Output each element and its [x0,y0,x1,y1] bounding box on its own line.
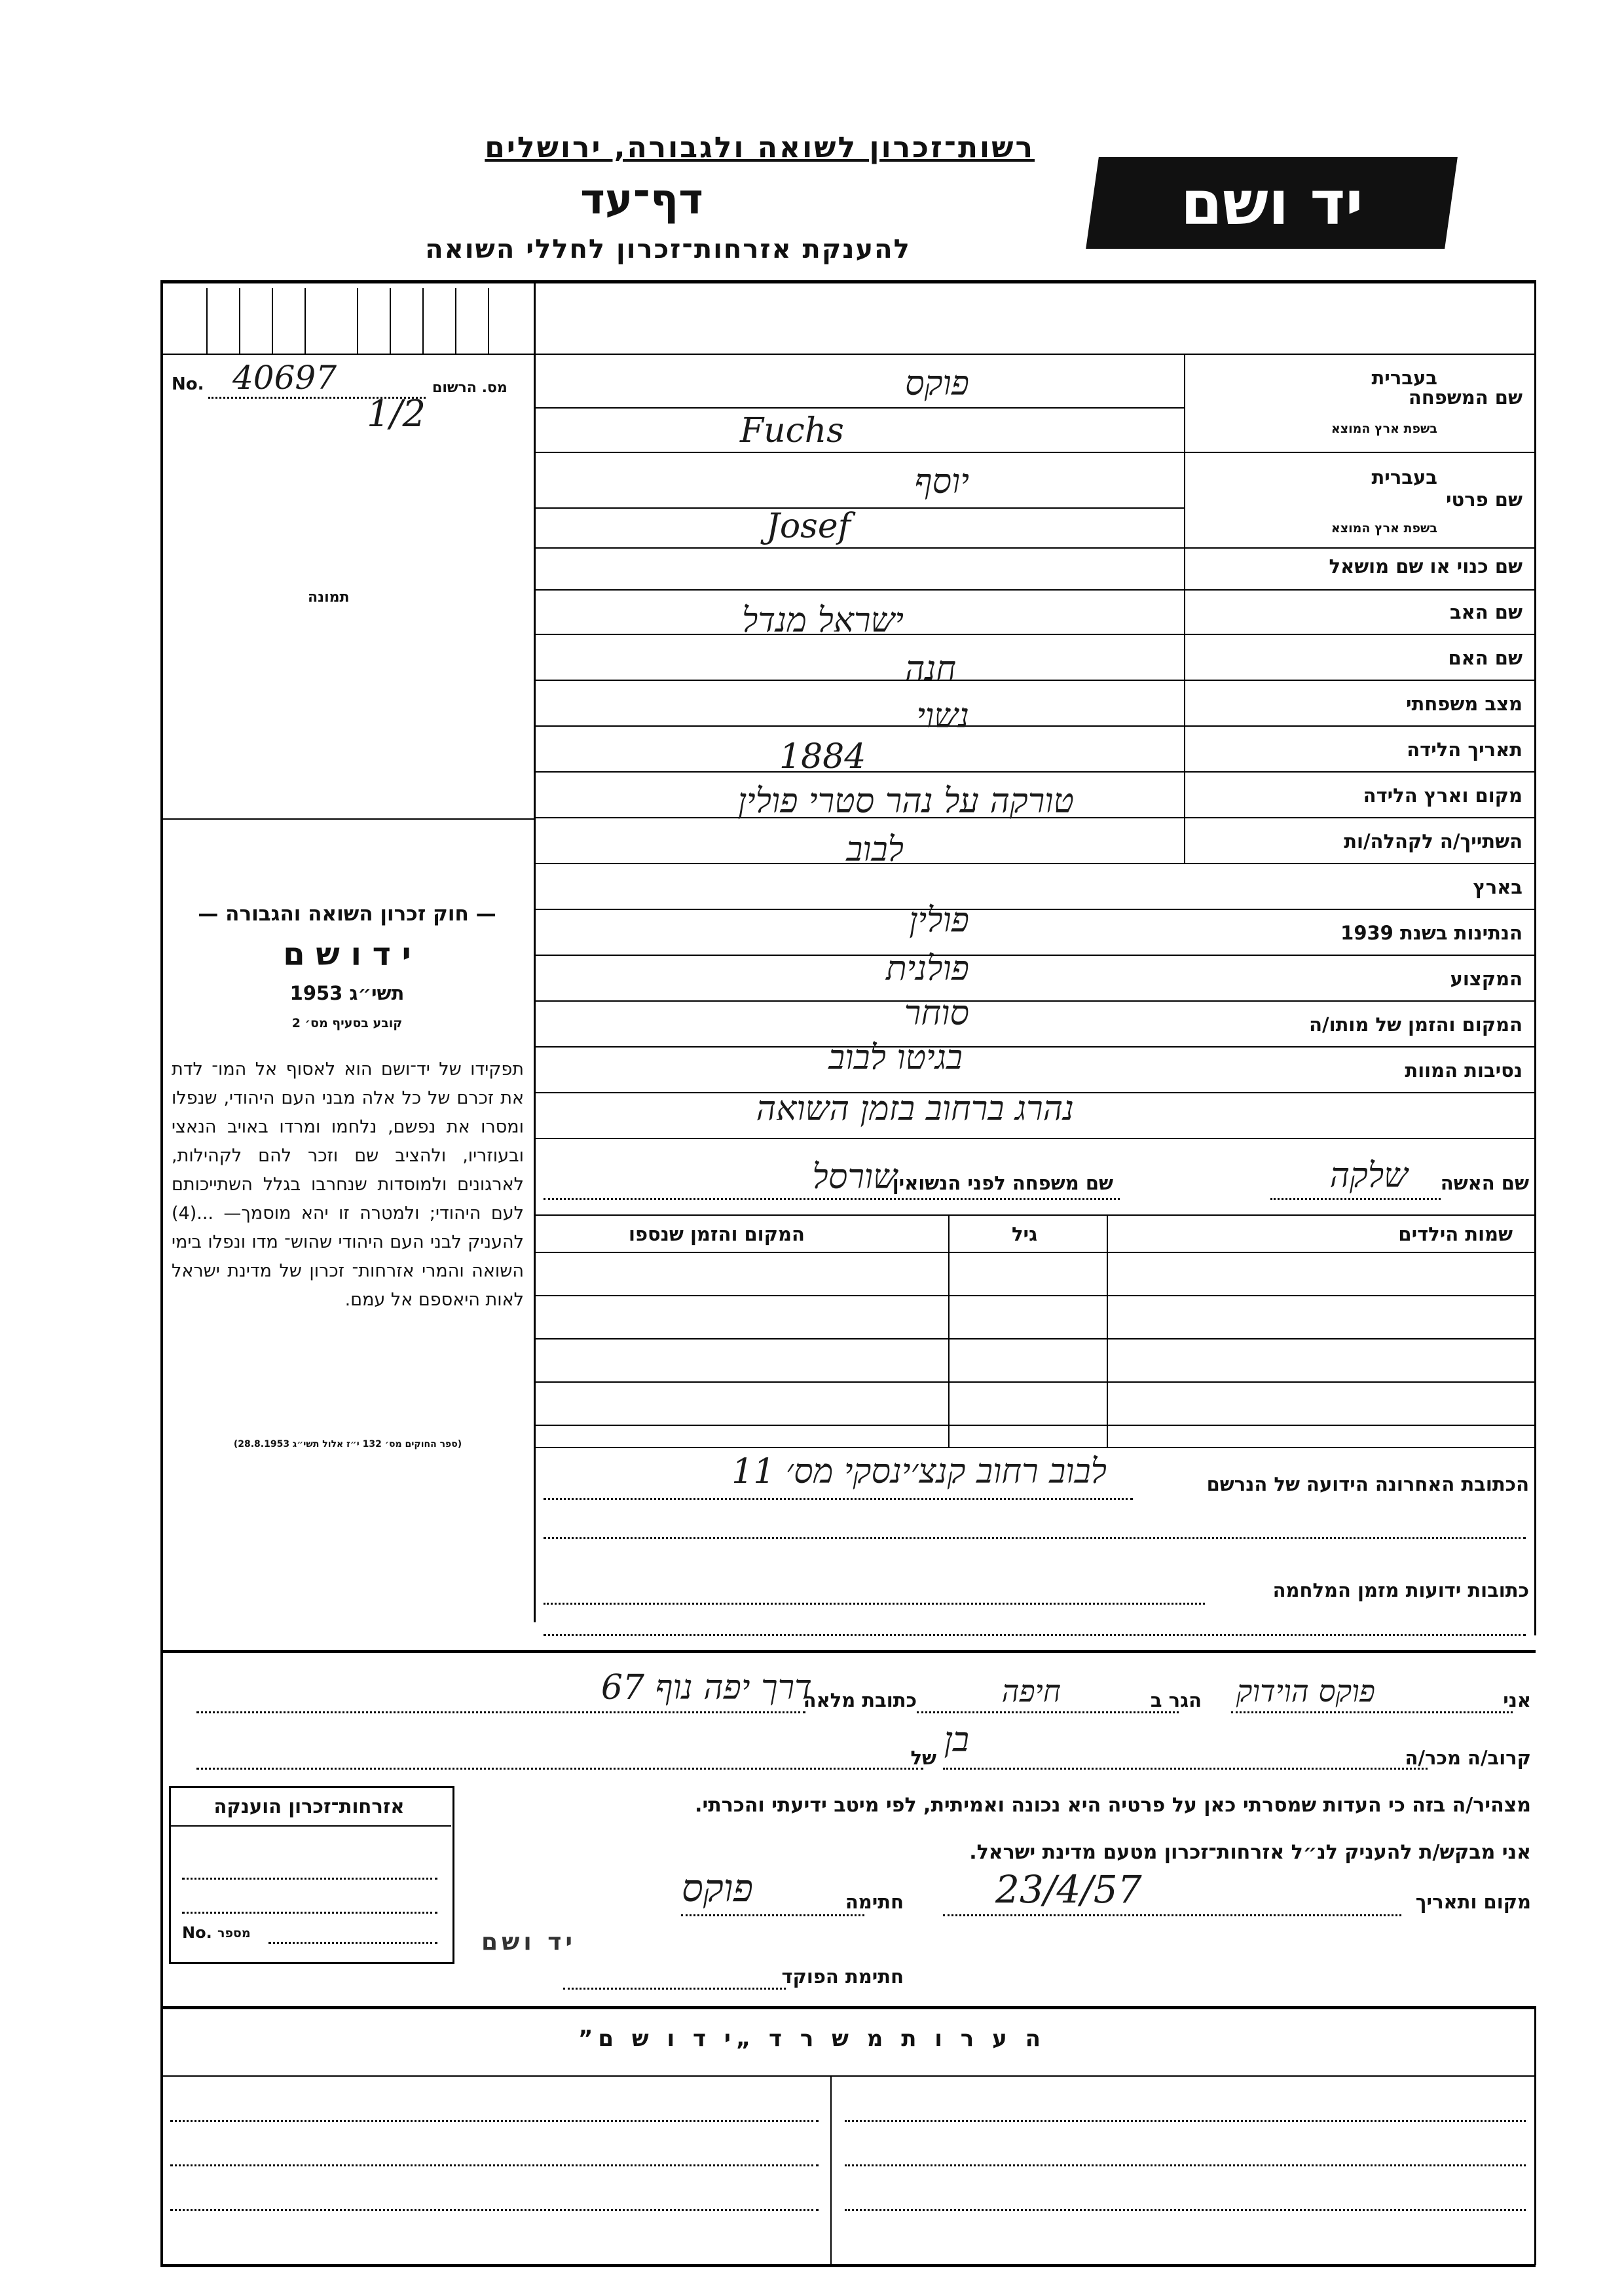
law-title: — חוק זכרון השואה והגבורה — [198,902,496,926]
wife-dots [1270,1198,1441,1200]
label-column-divider [1184,354,1185,864]
value-family-name-he: פוקס [905,364,969,403]
photo-label: תמונה [308,589,350,606]
no-label: No. [172,374,204,394]
address-extra-line [544,1537,1526,1539]
notes-divider [830,2075,832,2265]
value-city: חיפה [1001,1673,1061,1709]
row-line [534,589,1534,591]
tick-line [239,288,240,354]
value-family-name-origin: Fuchs [740,411,844,450]
label-mother: שם האם [1448,647,1522,669]
label-marital-status: מצב משפחתי [1405,693,1522,715]
wartime-dots [544,1603,1205,1605]
value-witness-name: פוקס הוידוק [1236,1673,1375,1709]
label-death-circumstances: נסיבות המוות [1405,1059,1522,1082]
child-row [534,1295,1534,1296]
label-resides: הגר ב [1150,1689,1202,1711]
notes-right [1534,2006,1536,2265]
row-line [534,407,1184,409]
label-age: גיל [1012,1223,1038,1245]
value-death-circumstances: נהרג ברחוב בזמן השואה [756,1089,1074,1129]
address-dots [196,1711,805,1713]
frame-right [1534,280,1536,1635]
citizenship-box-line [182,1878,437,1880]
value-wife-name: שלקה [1329,1156,1408,1195]
notes-top [160,2006,1536,2009]
row-line [534,955,1534,956]
label-community: השתייך/ה לקהלה/ות [1344,830,1522,852]
frame-top [160,280,1536,283]
label-children-death: המקום והזמן שנספו [629,1223,805,1245]
notes-line [170,2120,819,2122]
children-bottom [534,1447,1534,1448]
photo-area-bottom [160,818,534,820]
notes-line [170,2164,819,2166]
tick-line [357,288,358,354]
official-dots [563,1988,786,1990]
notes-line [845,2120,1526,2122]
value-community: לבוב [846,830,904,869]
label-country: בארץ [1473,876,1522,898]
value-citizenship: פולנית [885,949,969,989]
value-last-address: לבוב רחוב קנצ׳ינסקי מס׳ 11 [731,1452,1107,1491]
place-date-dots [943,1914,1401,1916]
form-title: דף־עד [580,175,703,224]
value-place-date: 23/4/57 [995,1867,1142,1912]
value-signature: פוקס [681,1866,753,1910]
row-line [534,909,1534,910]
tick-line [488,288,489,354]
reg-label: מס. הרשום [432,380,507,396]
witness-dots [1231,1711,1513,1713]
child-row [534,1381,1534,1383]
reg-sub-number: 1/2 [367,393,426,435]
row-line [534,547,1534,549]
value-relation: בן [944,1721,969,1760]
of-dots [196,1768,923,1770]
row-line [534,507,1184,509]
row-line [534,452,1534,453]
value-marital-status: נשוי [916,697,969,736]
law-name: י ד ו ש ם [283,936,411,973]
label-wartime-addresses: כתובות ידועות מזמן המלחמה [1272,1579,1529,1601]
attest-text: מצהיר/ה בזה כי העדות שמסרתי כאן על פרטיה היא נכונה ואמיתית, לפי מיטב ידיעתי והכרתי. [695,1794,1531,1817]
value-mother: חנה [904,649,956,689]
label-profession: המקצוע [1450,968,1522,990]
form-subtitle: להענקת אזרחות־זכרון לחללי השואה [425,234,911,264]
label-in-hebrew-2: בעברית [1371,466,1437,488]
label-nickname: שם כנוי או שם מושאל [1329,555,1522,577]
label-wife-name: שם האשה [1440,1172,1529,1194]
city-dots [917,1711,1179,1713]
label-citizenship-1939: הנתינות בשנת 1939 [1340,922,1522,944]
row-line [534,634,1534,635]
law-text: תפקידו של יד־ושם הוא לאסוף אל המו־ לדת את זכרם של כל אלה מבני העם היהודי, שנפלו ומסרו את נפשם, נלחמו ומרדו באויב הנאצי ובעוזריו, ולהציב שם וזכר להם לקהילות, לארגונים ולמוסדות שנחרבו בגלל השתייכותם לעם היהודי; ולמטרה זו יהא מוסמך— ...(4) להעניק לבני העם היהודי שהוש־ מדו ונפלו בימי השואה והמרי אזרחות־ זכרון של מדינת ישראל לאות היאספם אל עמם. [172,1059,524,1310]
citizenship-number-label: מספר [217,1926,251,1941]
row-line [534,771,1534,773]
children-col [1107,1214,1108,1447]
value-first-name-origin: Josef [766,507,851,546]
logo-text: יד ושם [1180,168,1363,238]
label-origin-lang-1: בשפת ארץ המוצא [1331,422,1437,436]
label-i: אני [1503,1689,1531,1711]
label-father: שם האב [1449,601,1522,623]
citizenship-no-label: No. [182,1923,212,1942]
children-header-line [534,1252,1534,1253]
label-first-name: שם פרטי [1445,488,1522,511]
children-col [948,1214,950,1447]
label-family-name: שם המשפחה [1408,386,1522,409]
signature-dots [681,1914,864,1916]
tick-row-bottom [160,354,1536,355]
law-year: תשי״ג 1953 [289,982,405,1004]
label-last-address: הכתובת האחרונה הידועה של הנרשם [1206,1473,1529,1495]
label-maiden-name: שם משפחה לפני הנשואין [892,1172,1113,1194]
value-birth-place: טורקה על נהר סטרי פולין [737,782,1074,821]
section-break [160,1650,1536,1653]
row-line [534,863,1534,864]
tick-line [422,288,424,354]
law-source: (ספר החוקים מס׳ 132 י״ז אלול תשי״ג 28.8.1953) [233,1439,462,1449]
value-father: ישראל מנדל [742,601,904,640]
law-clause: קובע בסעיף מס׳ 2 [291,1016,403,1030]
maiden-dots [544,1198,1120,1200]
label-death-place-time: המקום והזמן של מותו/ה [1309,1013,1522,1036]
yad-vashem-logo [1086,157,1458,249]
children-top [534,1214,1534,1216]
tick-line [390,288,391,354]
label-birth-date: תאריך הלידה [1407,738,1522,761]
reg-number: 40697 [232,359,337,397]
citizenship-box-line [182,1912,437,1914]
relation-dots [943,1768,1428,1770]
tick-line [304,288,306,354]
citizenship-box-title: אזרחות־זכרון הוענקה [213,1795,405,1817]
frame-left [160,280,163,2265]
value-full-address: דרך יפה נוף 67 [600,1668,812,1707]
label-official-signature: חתימת הפוקד [781,1965,904,1988]
row-line [534,1000,1534,1002]
value-death-place-time: בגיטו לבוב [828,1038,963,1078]
label-full-address: כתובת מלאה [803,1689,917,1711]
child-row [534,1425,1534,1426]
tick-line [455,288,456,354]
child-row [534,1338,1534,1339]
notes-bottom [160,2264,1536,2267]
row-line [534,725,1534,727]
left-column-divider [534,280,536,1622]
label-relation: קרוב/ה מכר/ה [1405,1747,1531,1769]
official-stamp: יד ושם [481,1929,577,1956]
row-line [534,1046,1534,1048]
row-line [534,1138,1534,1139]
request-text: אני מבקש/ת להעניק לנ״ל אזרחות־זכרון מטעם מדינת ישראל. [969,1841,1531,1864]
last-address-dots [544,1498,1133,1500]
wartime-extra-line [544,1634,1526,1636]
citizenship-number-dots [268,1942,437,1944]
citizenship-box-divider [171,1825,451,1827]
tick-line [206,288,208,354]
notes-line [170,2209,819,2211]
authority-line: רשות־זכרון לשואה ולגבורה, ירושלים [485,131,1035,164]
label-of: של [910,1747,936,1769]
value-maiden-name: שורסל [812,1157,897,1197]
label-place-date: מקום ותאריך [1415,1891,1531,1913]
label-children-names: שמות הילדים [1398,1223,1513,1245]
office-notes-title: ה ע ר ו ת מ ש ר ד „י ד ו ש ם” [578,2026,1046,2052]
notes-header-line [160,2075,1536,2077]
notes-line [845,2164,1526,2166]
notes-line [845,2209,1526,2211]
label-signature: חתימה [845,1891,904,1913]
value-country: פולין [909,901,969,940]
value-profession: סוחר [904,994,969,1033]
label-in-hebrew-1: בעברית [1371,367,1437,389]
tick-line [272,288,273,354]
label-origin-lang-2: בשפת ארץ המוצא [1331,521,1437,536]
label-birth-place: מקום וארץ הלידה [1363,784,1522,807]
value-first-name-he: יוסף [914,462,969,501]
value-birth-date: 1884 [779,737,866,776]
row-line [534,680,1534,681]
